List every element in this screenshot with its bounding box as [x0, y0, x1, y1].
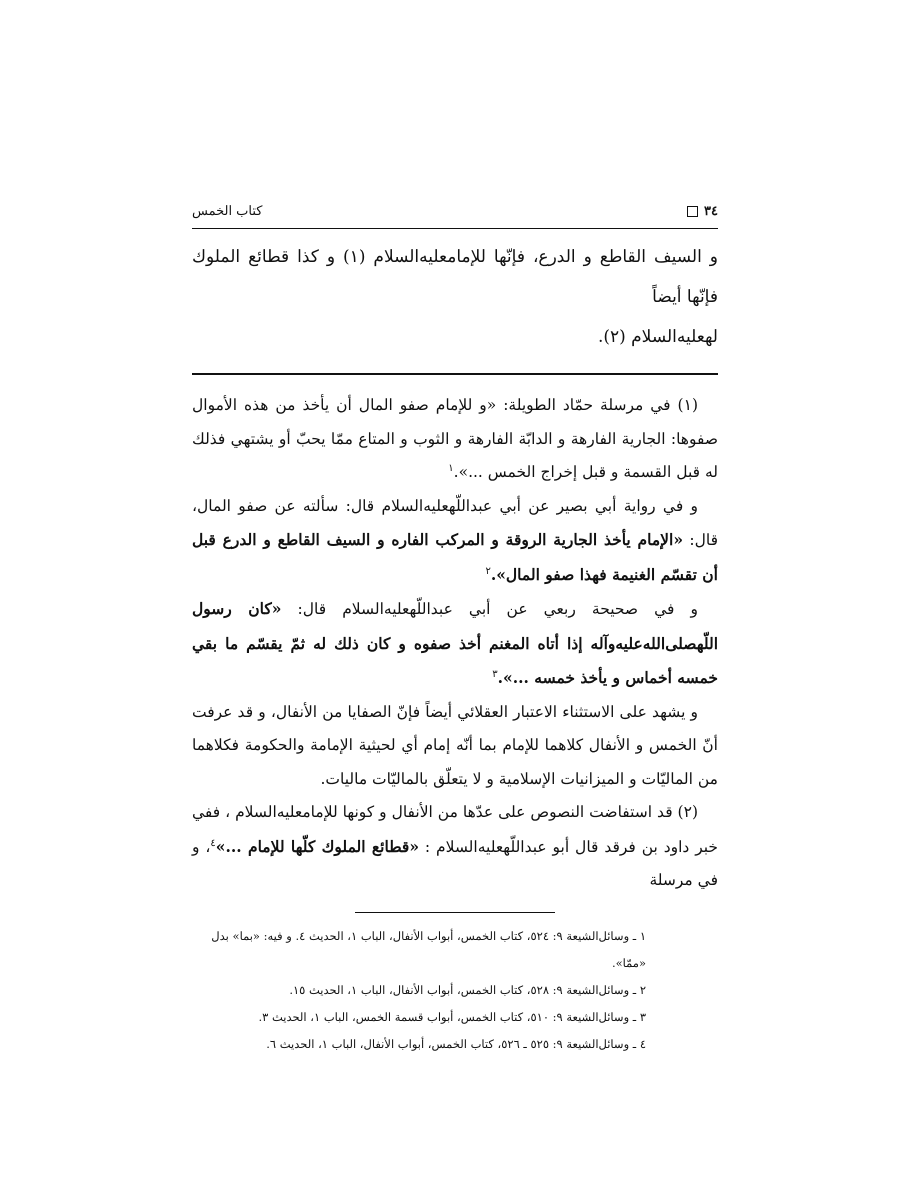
note-1b-intro: و في رواية أبي بصير عن أبي عبداللّهعليه‌السلام قال: سألته عن صفو المال، قال:: [192, 496, 718, 549]
page-number-text: ٣٤: [704, 203, 718, 219]
note-1c-intro: و في صحيحة ربعي عن أبي عبداللّهعليه‌السلام قال:: [281, 600, 699, 618]
square-icon: [687, 206, 698, 217]
note-1-text: (١) في مرسلة حمّاد الطويلة: «و للإمام صفو المال أن يأخذ من هذه الأموال صفوها: الجارية الفارهة و الدابّة الفارهة و الثوب و المتاع ممّا يحبّ أو يشتهي فذلك له قبل القسمة و قبل إخراج الخمس ...».: [192, 396, 718, 481]
note-2-intro: (٢) قد استفاضت النصوص على عدّها من الأنفال و كونها للإمامعليه‌السلام ، ففي خبر داود بن فرقد قال أبو عبداللّهعليه‌السلام :: [192, 803, 719, 856]
footnote-3: ٣ ـ وسائل‌الشيعة ٩: ٥١٠، كتاب الخمس، أبواب قسمة الخمس، الباب ١، الحديث ٣.: [258, 1009, 646, 1024]
main-text-line-2: لهعليه‌السلام (٢).: [597, 327, 718, 347]
note-2-tail: ، و في مرسلة: [192, 837, 718, 889]
footnotes-divider: [355, 912, 555, 913]
footnote-ref-4: ٤: [210, 837, 216, 849]
note-1-reasoning: [192, 696, 718, 797]
note-2-quote: «قطائع الملوك كلّها للإمام ...»: [215, 836, 420, 856]
book-title: كتاب الخمس: [192, 203, 263, 219]
main-text: [192, 237, 718, 357]
footnote-2: ٢ ـ وسائل‌الشيعة ٩: ٥٢٨، كتاب الخمس، أبواب الأنفال، الباب ١، الحديث ١٥.: [289, 982, 646, 997]
footnote-ref-2: ٢: [485, 565, 491, 577]
note-2: [192, 796, 718, 898]
note-1c-quote: «كان رسول اللّهصلى‌الله‌عليه‌وآله إذا أتاه المغنم أخذ صفوه و كان ذلك له ثمّ يقسّم ما بقي خمسه أخماس و يأخذ خمسه ...».: [192, 599, 718, 687]
notes-divider: [192, 373, 718, 375]
note-1b-quote: «الإمام يأخذ الجارية الروقة و المركب الفاره و السيف القاطع و الدرع قبل أن تقسّم الغنيمة فهذا صفو المال».: [192, 530, 718, 584]
footnote-1: ١ ـ وسائل‌الشيعة ٩: ٥٢٤، كتاب الخمس، أبواب الأنفال، الباب ١، الحديث ٤. و فيه: «بما» بدل «ممّا».: [211, 928, 646, 970]
footnotes-section: [192, 923, 718, 1058]
footnote-4: ٤ ـ وسائل‌الشيعة ٩: ٥٢٥ ـ ٥٢٦، كتاب الخمس، أبواب الأنفال، الباب ١، الحديث ٦.: [266, 1036, 646, 1051]
footnote-ref-1: ١: [448, 462, 454, 474]
note-1-abu-basir: [192, 490, 718, 593]
book-page: [192, 200, 718, 1058]
main-text-line-1: و السيف القاطع و الدرع، فإنّها للإمامعليه‌السلام (١) و كذا قطائع الملوك فإنّها أيضاً: [192, 247, 718, 307]
notes-section: [192, 389, 718, 898]
note-1-rabi: [192, 592, 718, 696]
page-number: [687, 204, 718, 219]
note-1d-text: و يشهد على الاستثناء الاعتبار العقلائي أيضاً فإنّ الصفايا من الأنفال، و قد عرفت أنّ الخمس و الأنفال كلاهما للإمام بما أنّه إمام أي لحيثية الإمامة والحكومة فكلاهما من الماليّات و الميزانيات الإسلامية و لا يتعلّق بالماليّات ماليات.: [192, 702, 718, 788]
running-header: [192, 200, 718, 229]
footnote-ref-3: ٣: [492, 668, 498, 680]
note-1: [192, 389, 718, 490]
